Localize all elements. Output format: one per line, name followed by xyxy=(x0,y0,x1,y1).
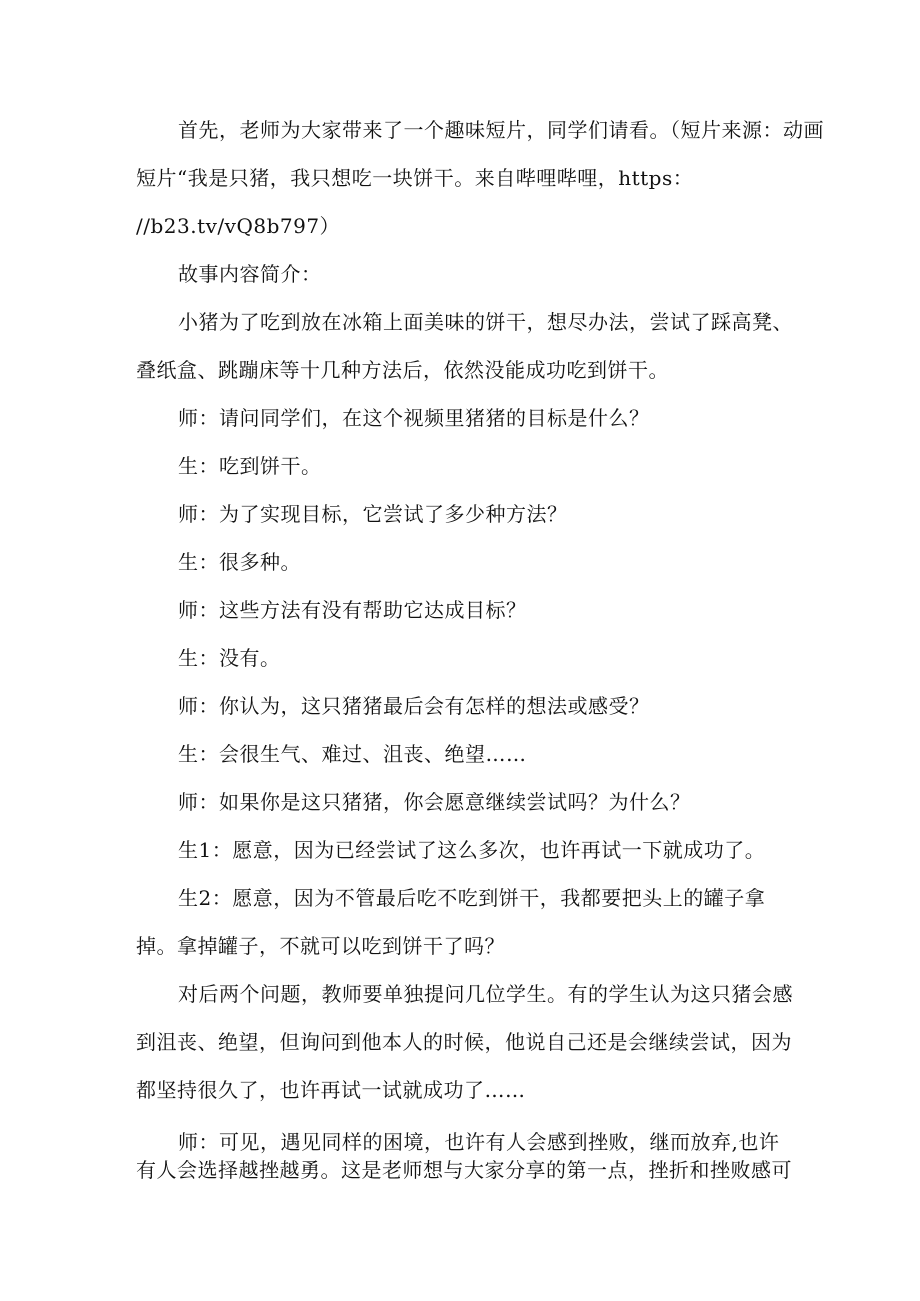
conclusion-line-2: 有人会选择越挫越勇。这是老师想与大家分享的第一点，挫折和挫败感可 xyxy=(136,1158,792,1182)
note-line-2: 到沮丧、绝望，但询问到他本人的时候，他说自己还是会继续尝试，因为 xyxy=(136,1030,792,1054)
dialogue-teacher-q5: 师：如果你是这只猪猪，你会愿意继续尝试吗？为什么？ xyxy=(178,790,691,814)
dialogue-teacher-q2: 师：为了实现目标，它尝试了多少种方法？ xyxy=(178,502,568,526)
intro-line-3: //b23.tv/vQ8b797） xyxy=(136,214,341,238)
dialogue-student-a3: 生：没有。 xyxy=(178,646,281,670)
dialogue-student-a5-1: 生1：愿意，因为已经尝试了这么多次，也许再试一下就成功了。 xyxy=(178,838,766,862)
story-summary-line-1: 小猪为了吃到放在冰箱上面美味的饼干，想尽办法，尝试了踩高凳、 xyxy=(178,310,793,334)
story-summary-line-2: 叠纸盒、跳蹦床等十几种方法后，依然没能成功吃到饼干。 xyxy=(136,358,669,382)
dialogue-student-a1: 生：吃到饼干。 xyxy=(178,454,322,478)
note-line-3: 都坚持很久了，也许再试一试就成功了…… xyxy=(136,1078,526,1102)
dialogue-student-a5-2-line-2: 掉。拿掉罐子，不就可以吃到饼干了吗？ xyxy=(136,934,505,958)
story-heading: 故事内容简介： xyxy=(178,262,322,286)
note-line-1: 对后两个问题，教师要单独提问几位学生。有的学生认为这只猪会感 xyxy=(178,982,793,1006)
dialogue-student-a2: 生：很多种。 xyxy=(178,550,301,574)
dialogue-student-a4: 生：会很生气、难过、沮丧、绝望…… xyxy=(178,742,527,766)
dialogue-teacher-q4: 师：你认为，这只猪猪最后会有怎样的想法或感受？ xyxy=(178,694,650,718)
dialogue-teacher-q3: 师：这些方法有没有帮助它达成目标？ xyxy=(178,598,527,622)
conclusion-line-1: 师：可见，遇见同样的困境，也许有人会感到挫败，继而放弃,也许 xyxy=(178,1130,780,1154)
dialogue-student-a5-2-line-1: 生2：愿意，因为不管最后吃不吃到饼干，我都要把头上的罐子拿 xyxy=(178,886,766,910)
intro-line-1: 首先，老师为大家带来了一个趣味短片，同学们请看。（短片来源：动画 xyxy=(178,118,824,142)
intro-line-2: 短片“我是只猪，我只想吃一块饼干。来自哔哩哔哩，https： xyxy=(136,166,694,190)
dialogue-teacher-q1: 师：请问同学们，在这个视频里猪猪的目标是什么？ xyxy=(178,406,650,430)
